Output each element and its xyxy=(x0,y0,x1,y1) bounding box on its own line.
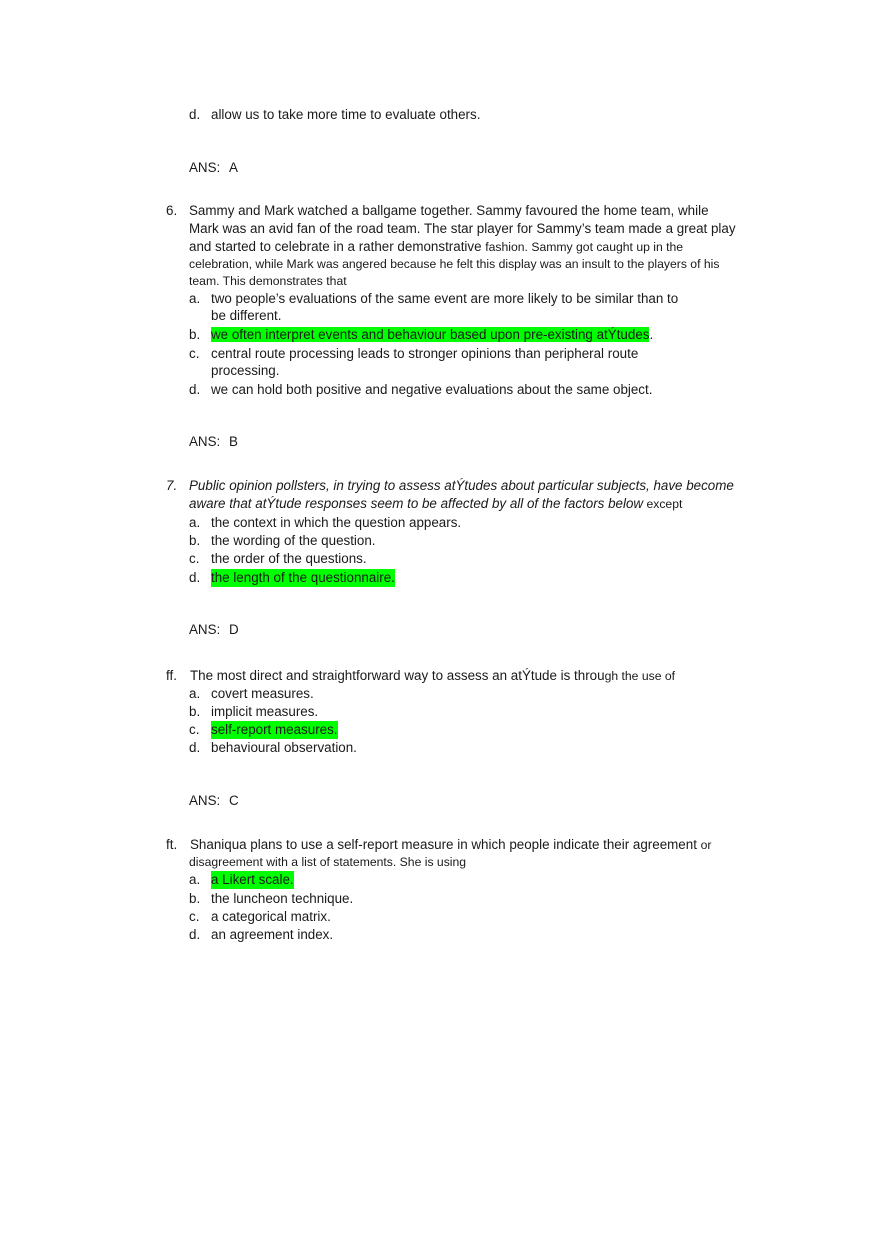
stem-fragment: except xyxy=(643,497,683,511)
question-number: 7. xyxy=(166,478,178,493)
option-letter: a. xyxy=(189,291,201,306)
option-letter: b. xyxy=(189,891,201,906)
option-letter: d. xyxy=(189,570,201,585)
option-text: the order of the questions. xyxy=(211,551,367,566)
option-text: we can hold both positive and negative evaluations about the same object. xyxy=(211,382,653,397)
answer-label: ANS: xyxy=(189,160,221,175)
option-letter: a. xyxy=(189,872,201,887)
question-stem-line xyxy=(189,495,682,513)
question-stem-line xyxy=(190,667,675,685)
answer-highlight: we often interpret events and behaviour based upon pre-existing atÝtudes xyxy=(211,327,650,342)
option-text: central route processing leads to stronger opinions than peripheral route xyxy=(211,346,639,361)
option-text-correct xyxy=(211,326,653,344)
option-letter: d. xyxy=(189,927,201,942)
answer-value: A xyxy=(229,160,238,175)
option-letter: b. xyxy=(189,533,201,548)
option-text: a categorical matrix. xyxy=(211,909,331,924)
question-number: 6. xyxy=(166,203,178,218)
question-stem-line xyxy=(190,836,711,854)
option-text: covert measures. xyxy=(211,686,314,701)
question-stem-line: Mark was an avid fan of the road team. The star player for Sammy’s team made a great play xyxy=(189,221,736,236)
question-stem-line xyxy=(189,238,683,256)
option-text: processing. xyxy=(211,363,280,378)
stem-fragment: or xyxy=(700,838,712,852)
stem-fragment: aware that atÝtude responses seem to be affected by all of the factors below xyxy=(189,496,644,511)
answer-value: B xyxy=(229,434,238,449)
option-text: implicit measures. xyxy=(211,704,319,719)
question-number: ft. xyxy=(166,837,178,852)
option-text: behavioural observation. xyxy=(211,740,357,755)
question-number: ff. xyxy=(166,668,177,683)
option-letter: c. xyxy=(189,722,200,737)
option-letter: d. xyxy=(189,382,201,397)
stem-fragment: gh the use of xyxy=(604,669,676,683)
option-text: two people’s evaluations of the same event are more likely to be similar than to xyxy=(211,291,679,306)
option-text: allow us to take more time to evaluate others. xyxy=(211,107,481,122)
answer-label: ANS: xyxy=(189,622,221,637)
stem-fragment: Shaniqua plans to use a self-report measure in which people indicate their agreement xyxy=(190,837,701,852)
answer-highlight: the length of the questionnaire. xyxy=(211,570,395,585)
option-letter: a. xyxy=(189,515,201,530)
option-text: the wording of the question. xyxy=(211,533,376,548)
question-stem-line: team. This demonstrates that xyxy=(189,274,347,288)
option-letter: c. xyxy=(189,346,200,361)
question-stem-line: Public opinion pollsters, in trying to assess atÝtudes about particular subjects, have become xyxy=(189,478,734,493)
question-stem-line: celebration, while Mark was angered because he felt this display was an insult to the players of his xyxy=(189,257,720,271)
answer-label: ANS: xyxy=(189,793,221,808)
option-text: be different. xyxy=(211,308,282,323)
answer-value: C xyxy=(229,793,239,808)
stem-fragment: The most direct and straightforward way to assess an atÝtude is throu xyxy=(190,668,605,683)
option-letter: d. xyxy=(189,740,201,755)
option-letter: c. xyxy=(189,551,200,566)
option-text: the context in which the question appears. xyxy=(211,515,462,530)
option-letter: c. xyxy=(189,909,200,924)
option-letter: b. xyxy=(189,327,201,342)
option-text: the luncheon technique. xyxy=(211,891,354,906)
option-letter: b. xyxy=(189,704,201,719)
stem-fragment: and started to celebrate in a rather demonstrative xyxy=(189,239,486,254)
answer-value: D xyxy=(229,622,239,637)
option-text-tail: . xyxy=(649,327,654,342)
question-stem-line: Sammy and Mark watched a ballgame together. Sammy favoured the home team, while xyxy=(189,203,709,218)
answer-highlight: a Likert scale. xyxy=(211,872,294,887)
option-letter: a. xyxy=(189,686,201,701)
answer-highlight: self-report measures. xyxy=(211,722,338,737)
option-text: an agreement index. xyxy=(211,927,334,942)
stem-fragment: fashion. Sammy got caught up in the xyxy=(485,240,684,254)
answer-label: ANS: xyxy=(189,434,221,449)
option-letter: d. xyxy=(189,107,201,122)
question-stem-line: disagreement with a list of statements. She is using xyxy=(189,855,467,869)
